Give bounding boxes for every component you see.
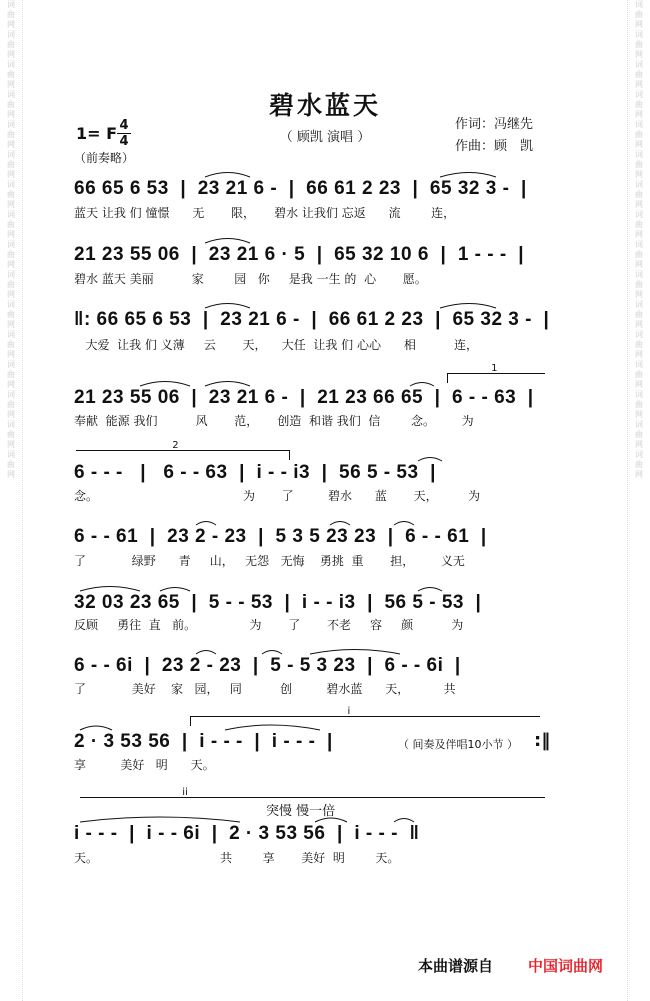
slur-arc [205, 239, 250, 244]
time-signature-top: 4 [117, 118, 131, 134]
watermark-right: 词曲网词曲网词曲网词曲网词曲网词曲网词曲网词曲网词曲网词曲网词曲网词曲网词曲网词曲网词曲网词曲网 [635, 0, 643, 479]
lyric-row-3: 大爱 让我 们 义薄 云 天， 大任 让我 们 心心 相 连， [74, 338, 479, 352]
lyricist: 作词：冯继先 [455, 117, 534, 132]
volta-1 [447, 363, 545, 380]
volta-ii-label: ii [182, 787, 188, 798]
slur-arc [196, 651, 216, 655]
lyric-row-8: 了 美好 家 园， 同 创 碧水蓝 天， 共 [74, 682, 456, 696]
slur-arc [80, 817, 240, 822]
watermark-left: 词曲网词曲网词曲网词曲网词曲网词曲网词曲网词曲网词曲网词曲网词曲网词曲网词曲网词曲网词曲网词曲网 [7, 0, 15, 479]
time-signature [117, 118, 131, 149]
prelude-note: （前奏略） [74, 151, 135, 165]
lyric-row-6: 了 绿野 青 山， 无怨 无悔 勇挑 重 担， 义无 [74, 554, 465, 568]
volta-1-tick [447, 373, 448, 383]
volta-i-label: i [347, 706, 351, 717]
score-row-3: ‖: 66 65 6 53 | 23 21 6 - | 66 61 2 23 | 65 32 3 - | [74, 309, 550, 330]
volta-i-tick [190, 716, 191, 726]
score-row-2: 21 23 55 06 | 23 21 6 · 5 | 65 32 10 6 | 1 - - - | [74, 244, 525, 265]
score-row-8: 6 - - 6i | 23 2 - 23 | 5 - 5 3 23 | 6 - - 6i | [74, 655, 461, 676]
slur-arc [205, 304, 250, 309]
slur-arc [80, 726, 112, 730]
lyric-row-4: 奉献 能源 我们 风 范， 创造 和谐 我们 信 念。 为 [74, 414, 474, 428]
lyric-row-10: 天。 共 享 美好 明 天。 [74, 851, 400, 865]
score-row-1: 66 65 6 53 | 23 21 6 - | 66 61 2 23 | 65 32 3 - | [74, 178, 527, 199]
repeat-end-sign: :‖ [534, 730, 551, 751]
slur-arc [418, 458, 442, 462]
watermark-divider-left [22, 0, 24, 1001]
key-signature: 1= F [76, 124, 118, 143]
slur-arc [310, 650, 400, 655]
interlude-note: （ 间奏及伴唱10小节 ） [398, 738, 518, 751]
volta-2-label: 2 [172, 440, 179, 451]
credits [455, 114, 533, 158]
score-row-5: 6 - - - | 6 - - 63 | i - - i3 | 56 5 - 53 | [74, 462, 436, 483]
score-row-7: 32 03 23 65 | 5 - - 53 | i - - i3 | 56 5 - 53 | [74, 592, 482, 613]
slur-arc [205, 173, 250, 178]
slur-arc [330, 522, 350, 526]
song-performer: （ 顾凯 演唱 ） [279, 130, 371, 145]
lyric-row-5: 念。 为 了 碧水 蓝 天， 为 [74, 489, 481, 503]
tempo-note: 突慢 慢一倍 [266, 804, 336, 819]
slur-arc [262, 651, 282, 655]
lyric-row-9: 享 美好 明 天。 [74, 758, 215, 772]
composer: 作曲：顾 凯 [455, 139, 534, 154]
slur-arc [418, 588, 442, 592]
slur-arc [440, 304, 496, 309]
lyric-row-7: 反顾 勇往 直 前。 为 了 不老 容 颜 为 [74, 618, 464, 632]
slur-arc [140, 382, 190, 387]
volta-2 [76, 440, 290, 457]
slur-arc [160, 588, 190, 592]
slur-arc [394, 819, 414, 823]
slur-arc [394, 522, 414, 526]
score-row-9: 2 · 3 53 56 | i - - - | i - - - | [74, 731, 333, 752]
score-row-4: 21 23 55 06 | 23 21 6 - | 21 23 66 65 | 6 - - 63 | [74, 387, 534, 408]
score-row-6: 6 - - 61 | 23 2 - 23 | 5 3 5 23 23 | 6 - - 61 | [74, 526, 487, 547]
score-row-10: i - - - | i - - 6i | 2 · 3 53 56 | i - - - ‖ [74, 823, 420, 844]
volta-1-label: 1 [491, 363, 498, 374]
slur-arc [440, 173, 496, 178]
volta-2-tick [289, 450, 290, 460]
volta-i [190, 706, 540, 723]
time-signature-bottom: 4 [119, 134, 129, 149]
source-label: 本曲谱源自 [418, 957, 494, 975]
source-site-link[interactable]: 中国词曲网 [528, 957, 604, 975]
slur-arc [410, 383, 434, 387]
watermark-divider-right [627, 0, 629, 1001]
lyric-row-1: 蓝天 让我 们 憧憬 无 限， 碧水 让我们 忘返 流 连， [74, 206, 456, 220]
slur-arc [205, 382, 250, 387]
slur-arc [196, 522, 216, 526]
slur-arc [225, 725, 320, 730]
lyric-row-2: 碧水 蓝天 美丽 家 园 你 是我 一生 的 心 愿。 [74, 272, 427, 286]
song-title: 碧水蓝天 [268, 91, 381, 120]
slur-arc [80, 587, 140, 592]
